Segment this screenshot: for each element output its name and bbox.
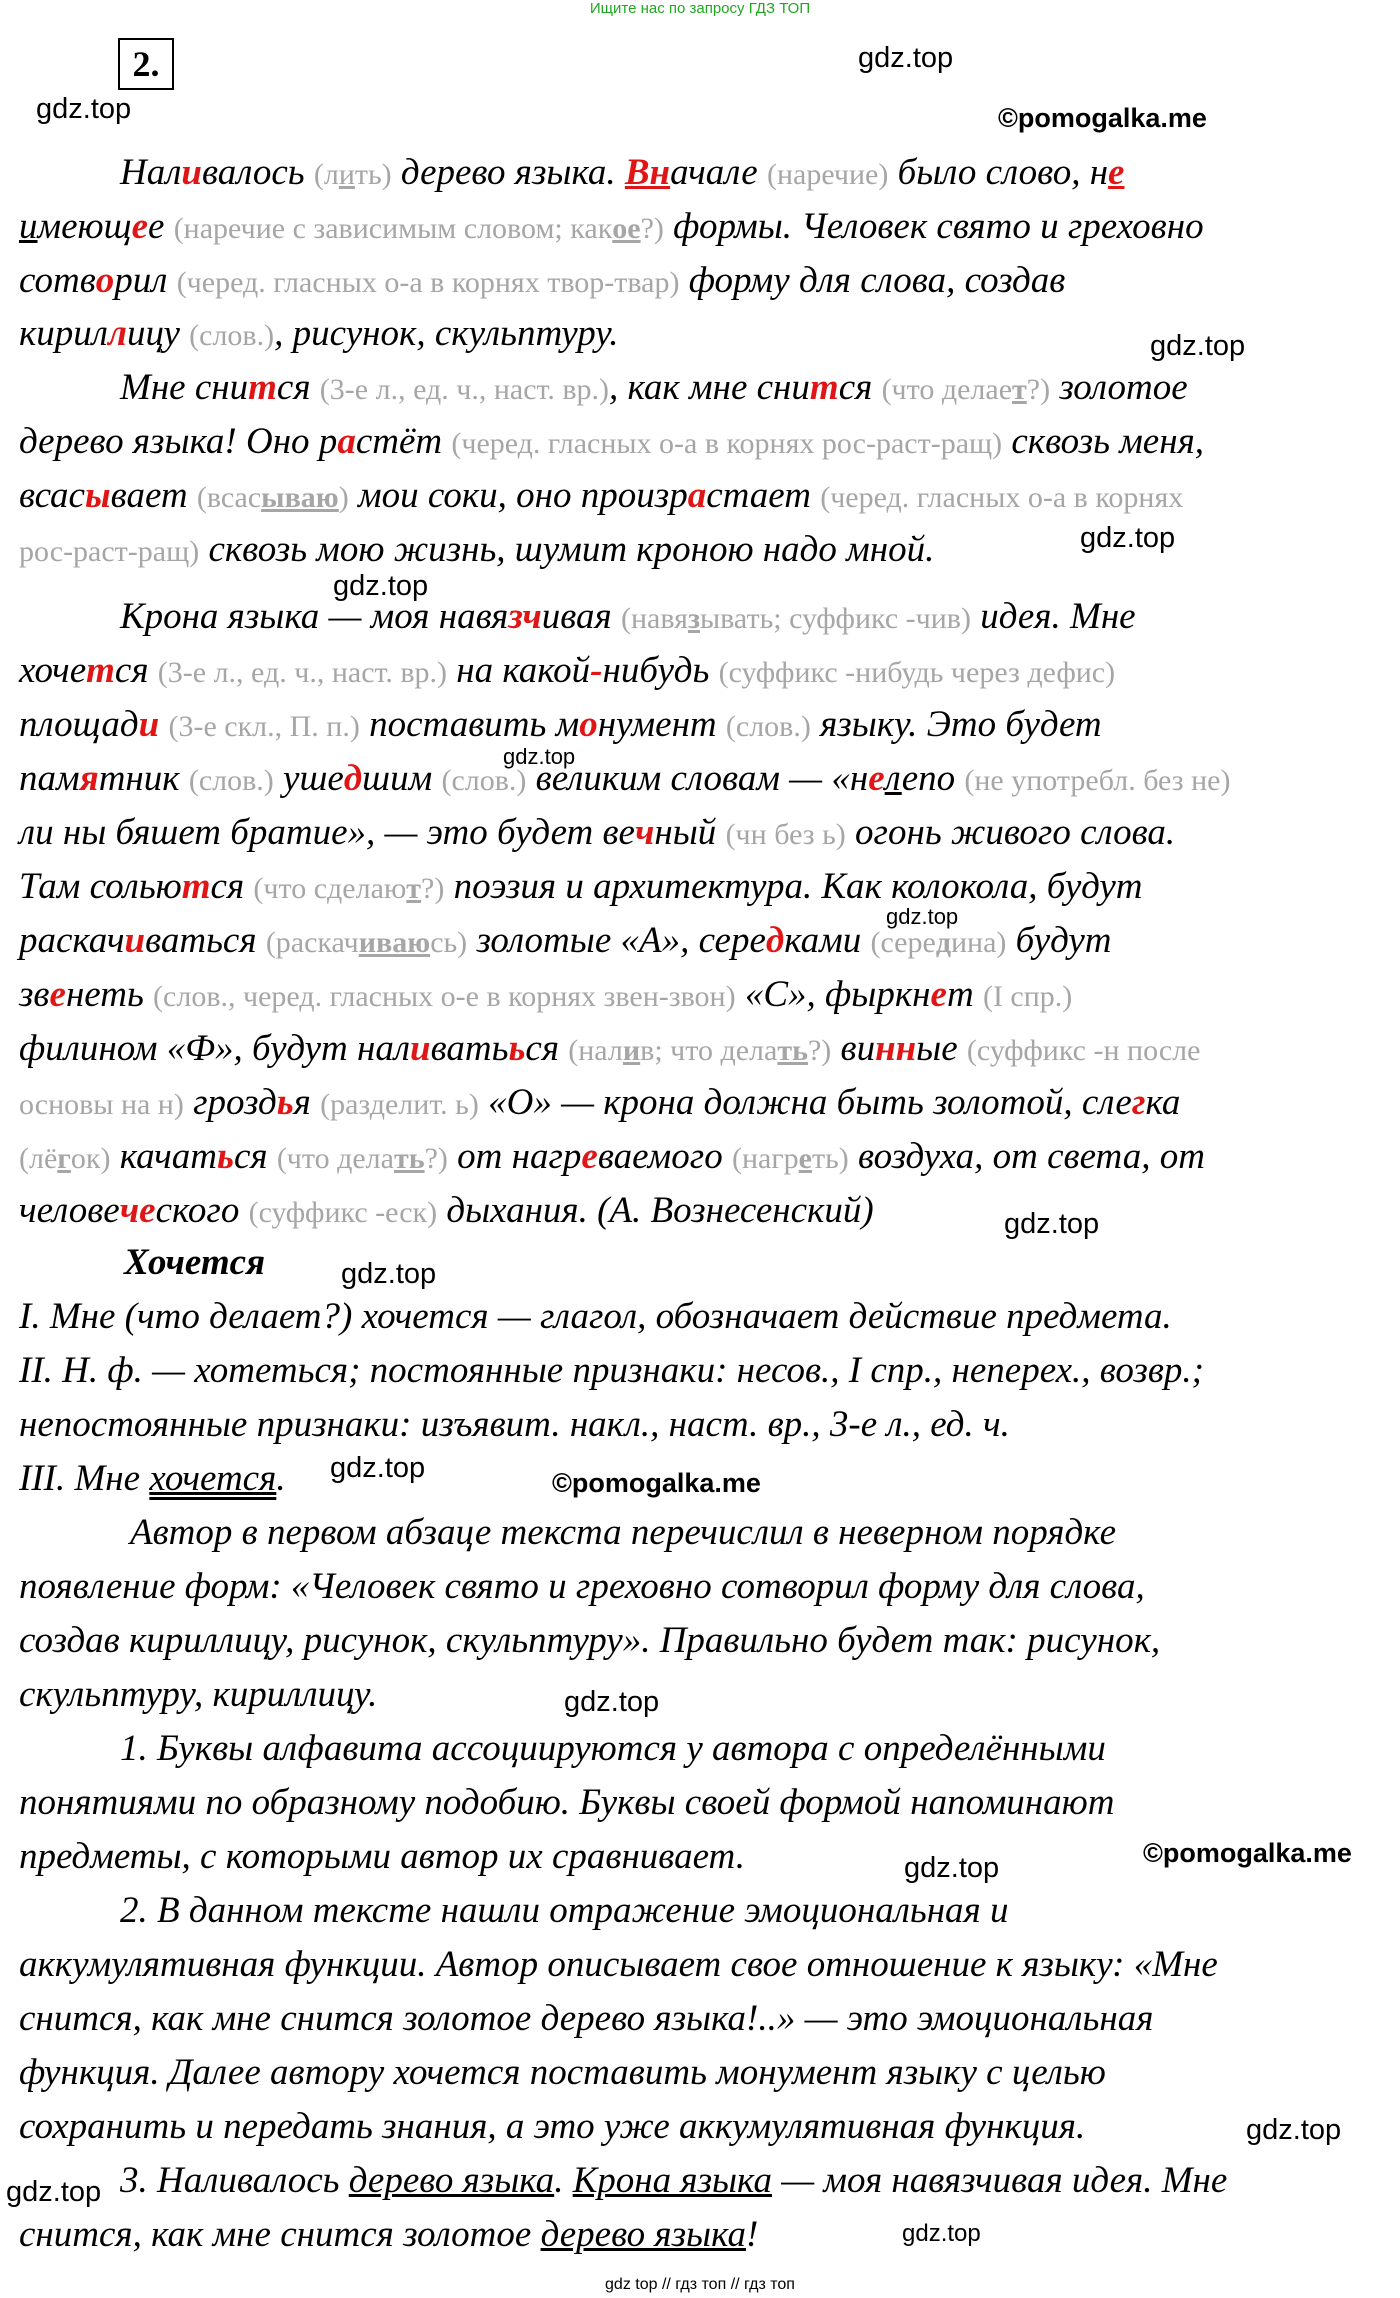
text-line: Крона языка — моя навязчивая (навязывать; суффикс -чив) идея. Мне [120, 596, 1136, 637]
watermark-gdz: gdz.top [858, 42, 954, 74]
watermark-gdz: gdz.top [503, 744, 576, 769]
text-line: Мне снится (3-е л., ед. ч., наст. вр.), как мне снится (что делает?) золотое [120, 367, 1188, 408]
task-number: 2. [118, 38, 174, 90]
text-line: рос-раст-ращ) сквозь мою жизнь, шумит кроною надо мной. [19, 529, 935, 570]
text-line: всасывает (всасываю) мои соки, оно произрастает (черед. гласных о-а в корнях [19, 475, 1184, 516]
text-line: (лёгок) качаться (что делать?) от нагреваемого (нагреть) воздуха, от света, от [19, 1136, 1205, 1177]
text-line: Автор в первом абзаце текста перечислил в неверном порядке [130, 1512, 1116, 1553]
text-line: создав кириллицу, рисунок, скульптуру». Правильно будет так: рисунок, [19, 1620, 1161, 1661]
watermark-gdz: gdz.top [36, 93, 132, 125]
text-line: 3. Наливалось дерево языка. Крона языка — моя навязчивая идея. Мне [120, 2160, 1228, 2201]
text-line: основы на н) гроздья (разделит. ь) «О» — крона должна быть золотой, слегка [19, 1082, 1181, 1123]
text-line: аккумулятивная функции. Автор описывает свое отношение к языку: «Мне [19, 1944, 1218, 1985]
text-line: появление форм: «Человек свято и греховно сотворил форму для слова, [19, 1566, 1145, 1607]
text-line: ли ны бяшет братие», — это будет вечный (чн без ь) огонь живого слова. [19, 812, 1176, 853]
watermark-gdz: gdz.top [330, 1452, 426, 1484]
text-line: имеющее (наречие с зависимым словом; какое?) формы. Человек свято и греховно [19, 206, 1204, 247]
watermark-pomogalka: ©pomogalka.me [998, 103, 1207, 133]
text-line: предметы, с которыми автор их сравнивает. [19, 1836, 745, 1877]
watermark-gdz: gdz.top [904, 1852, 1000, 1884]
watermark-gdz: gdz.top [902, 2220, 981, 2247]
text-line: I. Мне (что делает?) хочется — глагол, обозначает действие предмета. [19, 1296, 1172, 1337]
text-line: III. Мне хочется. [19, 1458, 286, 1499]
text-line: скульптуру, кириллицу. [19, 1674, 378, 1715]
text-line: хочется (3-е л., ед. ч., наст. вр.) на какой-нибудь (суффикс -нибудь через дефис) [19, 650, 1116, 691]
text-line: 2. В данном тексте нашли отражение эмоциональная и [120, 1890, 1009, 1931]
top-banner[interactable]: Ищите нас по запросу ГДЗ ТОП [589, 0, 811, 17]
text-line: площади (3-е скл., П. п.) поставить монумент (слов.) языку. Это будет [19, 704, 1102, 745]
text-line: сотворил (черед. гласных о-а в корнях твор-твар) форму для слова, создав [19, 260, 1066, 301]
text-line: Там сольются (что сделают?) поэзия и архитектура. Как колокола, будут [19, 866, 1143, 907]
text-line: звенеть (слов., черед. гласных о-е в корнях звен-звон) «С», фыркнет (I спр.) [19, 974, 1073, 1015]
text-line: понятиями по образному подобию. Буквы своей формой напоминают [19, 1782, 1115, 1823]
text-line: памятник (слов.) ушедшим (слов.) великим словам — «нелепо (не употребл. без не) [19, 758, 1231, 799]
watermark-gdz: gdz.top [333, 570, 429, 602]
text-line: непостоянные признаки: изъявит. накл., наст. вр., 3-е л., ед. ч. [19, 1404, 1010, 1445]
watermark-gdz: gdz.top [1150, 330, 1246, 362]
text-line: снится, как мне снится золотое дерево языка! [19, 2214, 759, 2255]
text-line: сохранить и передать знания, а это уже аккумулятивная функция. [19, 2106, 1086, 2147]
watermark-gdz: gdz.top [6, 2176, 102, 2208]
watermark-gdz: gdz.top [1080, 522, 1176, 554]
text-line: раскачиваться (раскачиваюсь) золотые «А», середками (середина) будут [19, 920, 1112, 961]
text-line: Наливалось (лить) дерево языка. Вначале (наречие) было слово, не [120, 152, 1125, 193]
watermark-gdz: gdz.top [1246, 2114, 1342, 2146]
watermark-pomogalka: ©pomogalka.me [1143, 1838, 1352, 1868]
analysis-title: Хочется [124, 1242, 266, 1283]
text-line: человеческого (суффикс -еск) дыхания. (А. Вознесенский) [19, 1190, 874, 1231]
watermark-gdz: gdz.top [564, 1686, 660, 1718]
text-line: функция. Далее автору хочется поставить монумент языку с целью [19, 2052, 1106, 2093]
text-line: филином «Ф», будут наливатьься (налив; что делать?) винные (суффикс -н после [19, 1028, 1201, 1069]
watermark-gdz: gdz.top [1004, 1208, 1100, 1240]
text-line: кириллицу (слов.), рисунок, скульптуру. [19, 313, 619, 354]
text-line: снится, как мне снится золотое дерево языка!..» — это эмоциональная [19, 1998, 1154, 2039]
text-line: 1. Буквы алфавита ассоциируются у автора с определёнными [120, 1728, 1106, 1769]
text-line: дерево языка! Оно растёт (черед. гласных о-а в корнях рос-раст-ращ) сквозь меня, [19, 421, 1205, 462]
bottom-banner[interactable]: gdz top // гдз топ // гдз топ [605, 2276, 795, 2293]
text-line: II. Н. ф. — хотеться; постоянные признаки: несов., I спр., неперех., возвр.; [19, 1350, 1204, 1391]
watermark-gdz: gdz.top [886, 904, 959, 929]
watermark-pomogalka: ©pomogalka.me [552, 1468, 761, 1498]
watermark-gdz: gdz.top [341, 1258, 437, 1290]
